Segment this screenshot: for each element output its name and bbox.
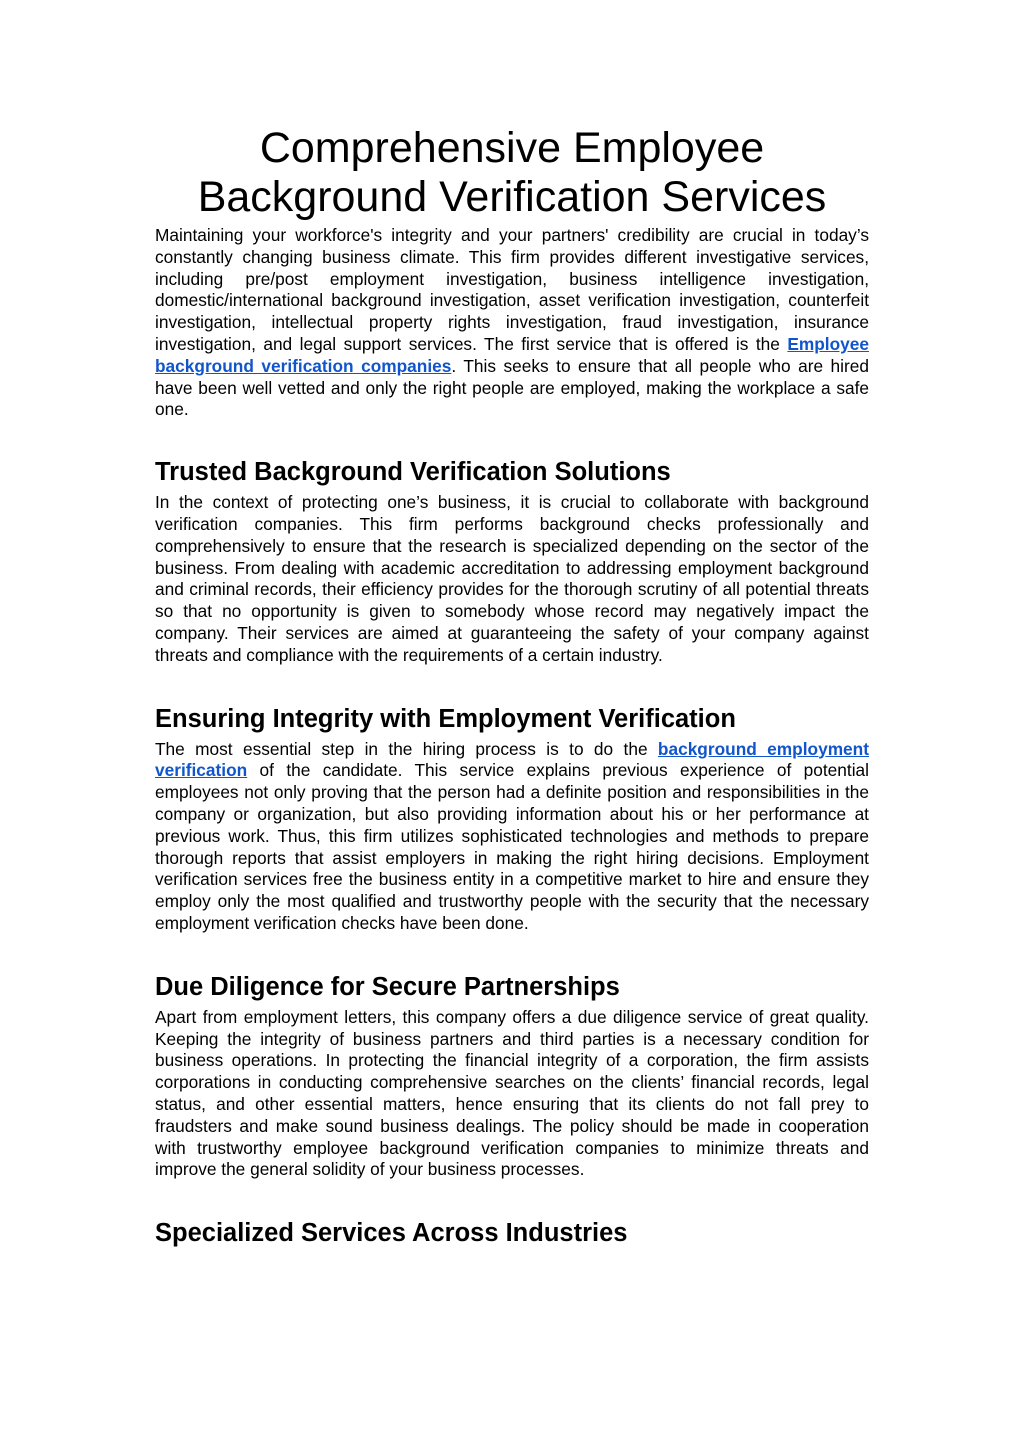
document-page bbox=[155, 124, 869, 1248]
employment-text-before-link: The most essential step in the hiring process is to do the bbox=[155, 738, 658, 759]
section-heading-employment-verification: Ensuring Integrity with Employment Verification bbox=[155, 704, 736, 733]
section-heading-specialized-services: Specialized Services Across Industries bbox=[155, 1219, 628, 1248]
section-body-employment-verification bbox=[155, 739, 869, 935]
employee-background-verification-link[interactable]: Employee background verification companies bbox=[155, 333, 869, 376]
section-heading-trusted-solutions: Trusted Background Verification Solutions bbox=[155, 458, 671, 487]
section-body-trusted-solutions: In the context of protecting one’s business, it is crucial to collaborate with background verification companies. This firm performs background checks professionally and comprehensively to ensure that the research is specialized depending on the sector of the business. From dealing with academic accreditation to addressing employment background and criminal records, their efficiency provides for the thorough scrutiny of all potential threats so that no opportunity is given to somebody whose record may negatively impact the company. Their services are aimed at guaranteeing the safety of your company against threats and compliance with the requirements of a certain industry. bbox=[155, 492, 869, 665]
page-title-line-2: Background Verification Services bbox=[197, 173, 827, 221]
page-title bbox=[155, 124, 869, 222]
background-employment-verification-link[interactable]: background employment verification bbox=[155, 738, 869, 781]
section-body-due-diligence: Apart from employment letters, this company offers a due diligence service of great quality. Keeping the integrity of business partners and third parties is a necessary condition for business operations. In protecting the financial integrity of a corporation, the firm assists corporations in conducting comprehensive searches on the clients’ financial records, legal status, and other essential matters, hence ensuring that its clients do not fall prey to fraudsters and make sound business dealings. The policy should be made in cooperation with trustworthy employee background verification companies to minimize threats and improve the general solidity of your business processes. bbox=[155, 1006, 869, 1180]
section-heading-due-diligence: Due Diligence for Secure Partnerships bbox=[155, 972, 620, 1001]
employment-text-after-link: of the candidate. This service explains previous experience of potential employees not only proving that the person had a definite position and responsibilities in the company or organization, but also providing information about his or her performance at previous work. Thus, this firm utilizes sophisticated technologies and methods to prepare thorough reports that assist employers in making the right hiring decisions. Employment verification services free the business entity in a competitive market to hire and ensure they employ only the most qualified and trustworthy people with the security that the necessary employment verification checks have been done. bbox=[155, 760, 869, 933]
intro-text-after-link: . This seeks to ensure that all people who are hired have been well vetted and only the right people are employed, making the workplace a safe one. bbox=[155, 355, 869, 420]
intro-text-before-link: Maintaining your workforce's integrity and your partners' credibility are crucial in today’s constantly changing business climate. This firm provides different investigative services, including pre/post employment investigation, business intelligence investigation, domestic/international background investigation, asset verification investigation, counterfeit investigation, intellectual property rights investigation, fraud investigation, insurance investigation, and legal support services. The first service that is offered is the bbox=[155, 225, 869, 354]
page-title-line-1: Comprehensive Employee bbox=[259, 124, 765, 172]
intro-paragraph bbox=[155, 225, 869, 421]
